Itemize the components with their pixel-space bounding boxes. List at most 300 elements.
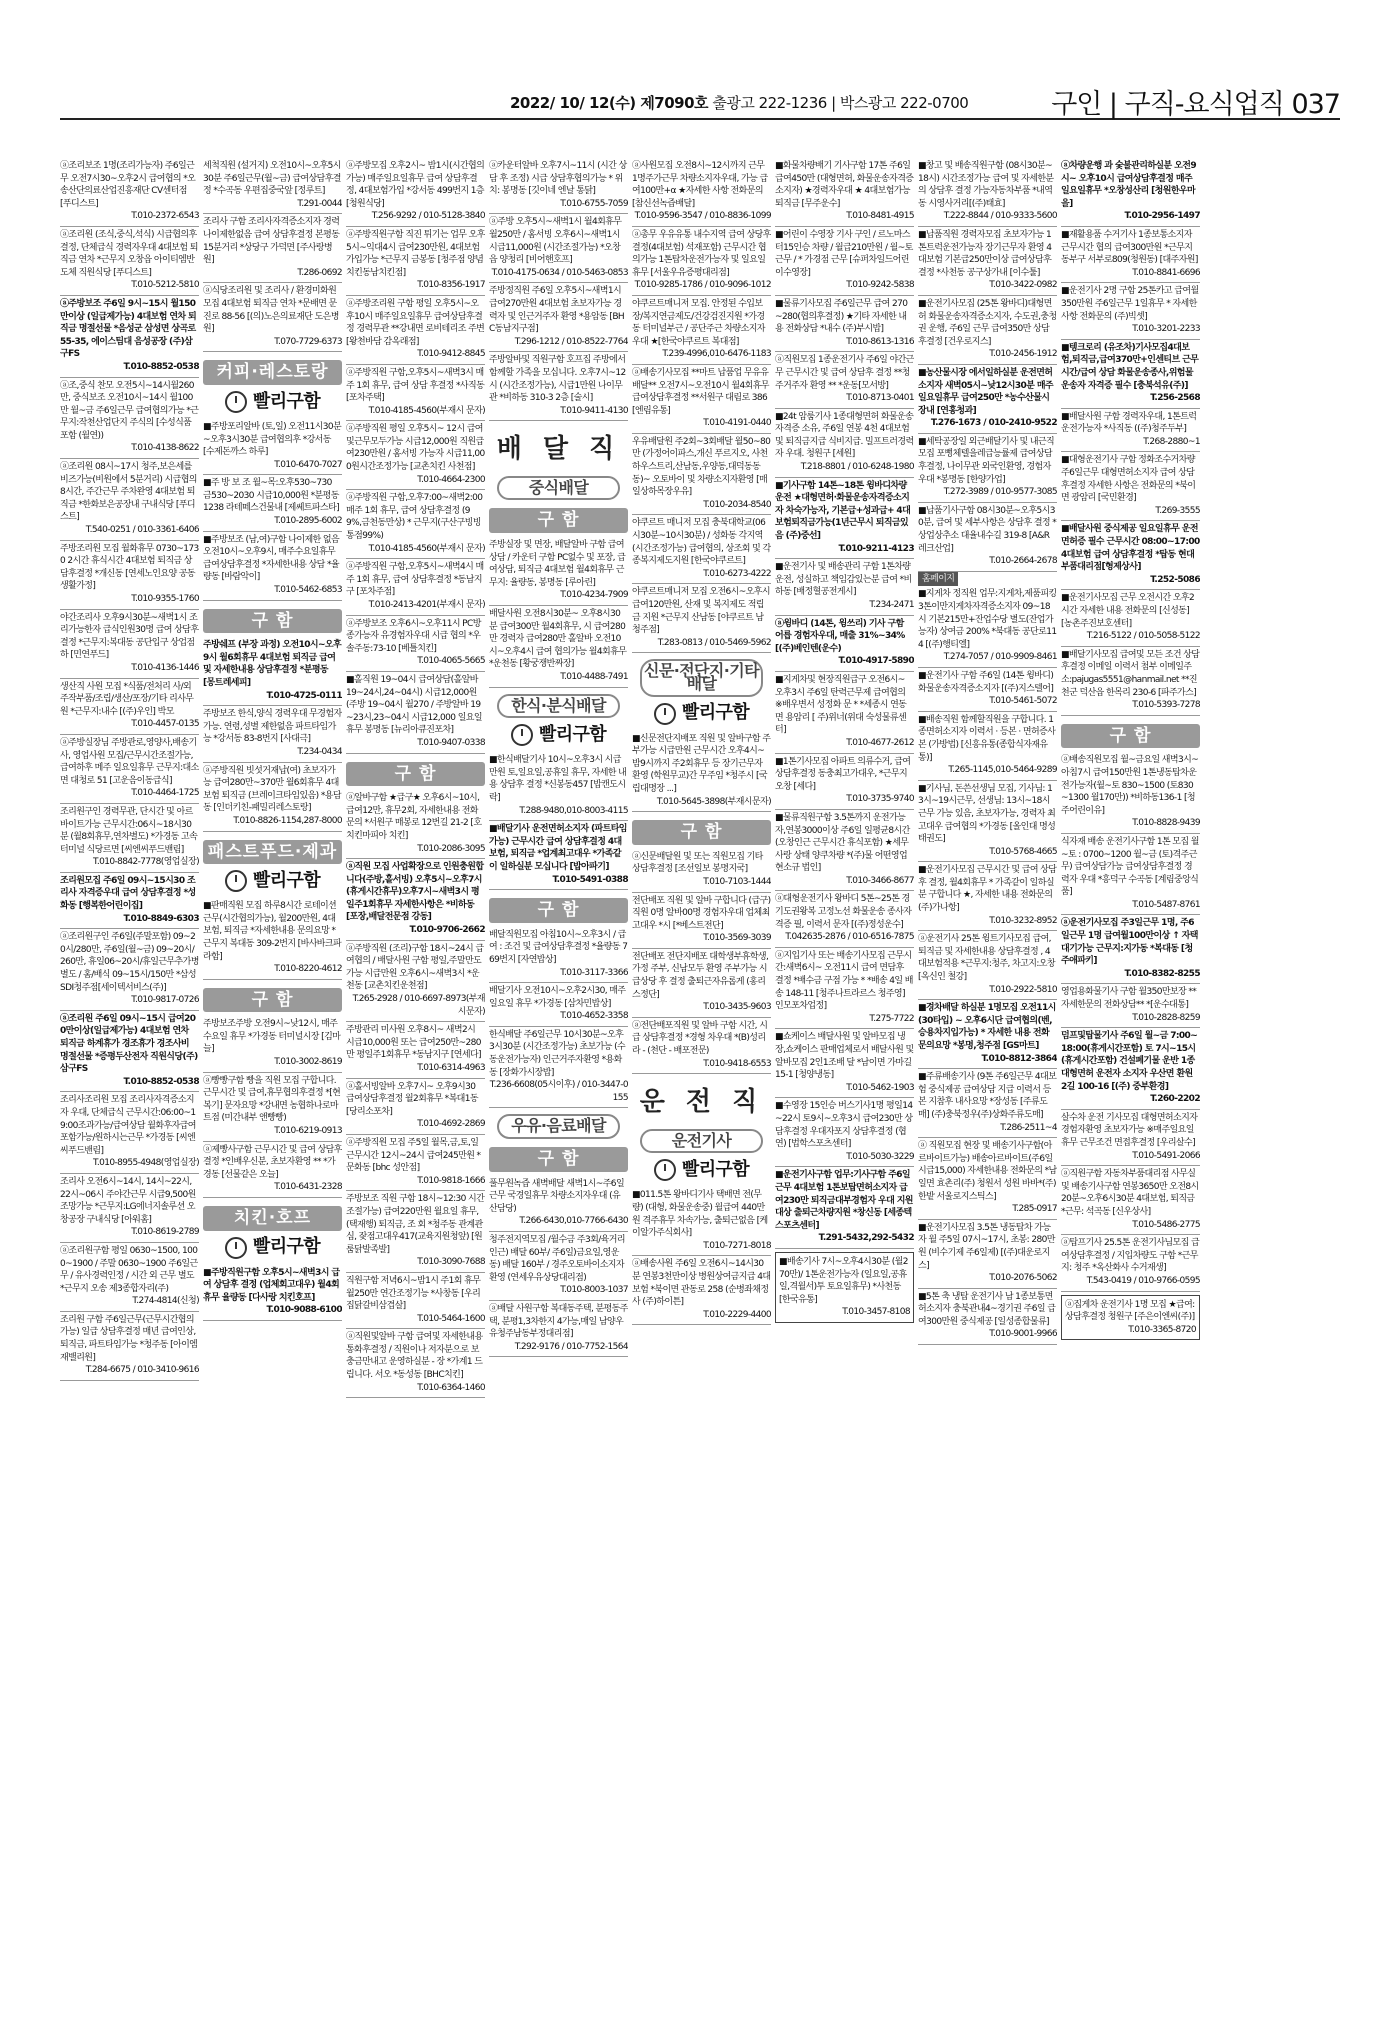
classified-ad (1061, 984, 1200, 1028)
ad-text: ⓐ조리보조 1명(조리가능자) 주6일근무 오전7시30~오후2시 급여협의 *오송산단의료산업진흥재단 CV센터점 [푸디스트] (60, 161, 196, 209)
ad-phone-number: T.216-5122 / 010-5058-5122 (1086, 631, 1200, 642)
classified-ad (632, 849, 771, 893)
ad-phone-number: T.010-2076-5062 (989, 1273, 1057, 1284)
ad-phone-number: T.010-2895-6002 (274, 516, 342, 527)
ad-phone-number: T.010-8828-9439 (1132, 818, 1200, 829)
classified-ad (203, 214, 342, 283)
classified-ad (632, 949, 771, 1018)
classified-ad (1061, 1110, 1200, 1166)
classified-ad (775, 1098, 914, 1167)
ad-text: 주방조리원 모집 월화휴무 0730~1730 2시간 휴식시간 4대보험 퇴직금 상담후결정 *개신동 [연세노인요양 공동생활가정] (60, 543, 199, 592)
classified-ad (918, 434, 1057, 503)
classified-ad (775, 478, 914, 560)
sub-section-heading: 한식·분식배달 (497, 694, 620, 719)
classified-ad (203, 1265, 342, 1321)
ad-phone-number: T.010-8852-0538 (123, 361, 199, 372)
ad-text: ⓐ조리원 주6일 09시~15시 급여200만이상(일급제가능) 4대보험 연차 퇴직금 하계휴가 경조휴가 경조사비 명절선물 *증평두산전자 직원식당(주)삼구FS (60, 1013, 198, 1075)
classified-ad (918, 296, 1057, 365)
ad-phone-number: T.296-1212 / 010-8522-7764 (514, 336, 628, 347)
clock-icon (654, 1159, 676, 1181)
ad-phone-number: T.010-5491-2066 (1132, 1150, 1200, 1161)
classified-ad (632, 1187, 771, 1256)
classified-ad (632, 227, 771, 296)
classified-ad (775, 1029, 914, 1098)
ad-phone-number: T.010-4692-2869 (417, 1119, 485, 1130)
ad-text: 조리사 오전6시~14시, 14시~22시, 22시~06시 주야간근무 시급9,500원 조망가능 *근무지:LG에너지솔루션 오창공장 구내식당 [아워홈] (60, 1176, 196, 1225)
ad-text: 주방실장 및 면장, 배달알바 구함 급여상담 / 카운터 구함 PC없수 및 포장, 급여상담, 퇴직금 4대보험 월4회휴무 근무지: 율량동, 봉명동 [루아린] (489, 540, 626, 588)
classified-ad (632, 893, 771, 949)
classified-ad (918, 781, 1057, 863)
classified-ad (489, 752, 628, 821)
classified-ad (918, 1069, 1057, 1138)
ad-text: ■운전기사 구함 주6일 (14톤 윙바디) 화물운송자격증소지자 [(주)지스텔어] (918, 670, 1054, 694)
ad-text: ⓐ탑프기사 25.5톤 운전기사님모집 급여상담후결정 / 지입차량도 구함 *근무지: 청주 *옥산화사 수거재생] (1061, 1238, 1200, 1274)
ad-text: 조리원구인 경력무관, 단시간 및 아르바이트가능 근무시간:06시~18시30분 (월8회휴무,연차별도) *가경동 고속터미널 식당르면 [씨엔씨푸드밴림] (60, 806, 198, 855)
ad-phone-number: T.010-6431-2328 (274, 1182, 342, 1193)
column-7 (918, 158, 1057, 2018)
classified-ad (489, 214, 628, 283)
ad-phone-number: T.010-2922-5810 (989, 984, 1057, 995)
homepage-tag-row (918, 572, 1057, 587)
ad-phone-number: T.010-4488-7491 (560, 672, 628, 682)
ad-phone-number: T.010-5393-7278 (1132, 700, 1200, 711)
classified-ad (203, 763, 342, 832)
ad-phone-number: T.285-0917 (1012, 1204, 1057, 1215)
classified-ad (1061, 340, 1200, 409)
ad-text: ■지게차및 현장직원급구 오전6시~ 오후3시 주6일 탄력근무제 급여협의 ※배우변서 성정화 문 * *세종시 연동면 용암리 [ 주)위너(위대 숙성물류센터] (775, 674, 907, 736)
classified-ad (60, 459, 199, 541)
classified-ad (489, 537, 628, 606)
ad-phone-number: T.265-1145,010-5464-9289 (948, 765, 1057, 776)
ad-phone-number: T.010-8619-2789 (131, 1227, 199, 1238)
ad-phone-number: T.010-3232-8952 (989, 915, 1057, 926)
ad-phone-number: T.010-9088-6100 (266, 1305, 342, 1316)
classified-ad (775, 891, 914, 947)
classified-ad (203, 419, 342, 475)
classified-ad (346, 365, 485, 421)
classified-ad (489, 821, 628, 890)
ad-text: 청주전지역모집 /월수금 주3회/육거리인근) 배달 60부/ 주6일)금요일,영운동) 배달 160부 / 경주오토바이소지자 환영 (연세우유상당대리점) (489, 1235, 625, 1283)
classified-ad (632, 365, 771, 434)
ad-phone-number: T.283-0813 / 010-5469-5962 (657, 637, 771, 648)
classified-ad (346, 1079, 485, 1135)
ad-phone-number: T.010-2956-1497 (1124, 211, 1200, 222)
ad-phone-number: T.274-4814(신청) (132, 1296, 199, 1307)
ad-text: 살수차 운전 기사모집 대형면허소지자 경험자환영 초보자가능 ※매주일요일휴무 근무조건 면접후결정 [우리살수] (1061, 1112, 1198, 1148)
ad-text: 주방정직원 주6일 오후5시~새벽1시 급여270만원 4대보험 초보자가능 경력자 및 인근거주자 환영 *용암동 [BHC동남지구점] (489, 286, 625, 335)
ad-phone-number: T.010-4917-5890 (838, 656, 914, 667)
classified-ad (775, 672, 914, 754)
ad-text: ⓐ주방실장님 주방관로,영양사,배송기사, 영업사원 모집/근무시간조절가능, 급여하후 메주 일요일휴무 근무지:대소면 대청로 51 [고운음이동급식] (60, 737, 199, 786)
classified-ad (203, 637, 342, 706)
ad-text: ⓐ대형운전기사 왕바디 5톤~25톤 경기도권왕복 고정노선 화물운송 종사자격증 필, 이력서 문자 [(주)정성운수] (775, 894, 912, 930)
ad-text: ■주방직원구함 오후5시~새벽3시 급여 상담후 결정 (업체회고대우) 월4회휴무 율량동 [다사랑 치킨호프] (203, 1267, 340, 1303)
ad-text: ■기사구함 14톤~18톤 윙바디차량운전 ★대형면허·화물운송자격증소지자 차숙가능자, 기본급+성과급+ 4대보험퇴직금가능(1년근무시 퇴직금있음 (주)중선] (775, 480, 911, 542)
classified-ad (918, 862, 1057, 931)
classified-ad (1061, 283, 1200, 339)
classified-ad (346, 941, 485, 1023)
ad-phone-number: T.010-2456-1912 (989, 349, 1057, 360)
classified-ad (775, 559, 914, 615)
ad-phone-number: T.010-4677-2612 (846, 737, 914, 748)
ad-text: 조리원모집 주6일 09시~15시30 조리사 자격증우대 급여 상담후결정 *성화동 [행복한어린이집] (60, 875, 196, 912)
classified-ad (60, 1312, 199, 1381)
ad-text: ■배달사원 중식제공 일요일휴무 운전면허증 필수 근무시간 08:00~17:00 4대보험 급여 상담후결정 *탑동 현대부품대리점[형제상사] (1061, 524, 1200, 573)
fast-hire-heading (203, 1237, 342, 1259)
ad-text: ⓐ배달 사원구함 복대동주택, 분평동주택, 분평1,3차한지 4가능,매일 남양우유청주남동부정대리점] (489, 1303, 628, 1340)
ad-text: ■주방포리알바 (토,일) 오전11시30분~오후3시30분 급여협의후 *강서동 [수제돈까스 하루] (203, 421, 342, 458)
ad-text: ■배송기사 7시~오후4시30분 (월270만)/ 1톤운전가능자 (일요일,공휴일,격월서)투 토요일휴무) *사천동 [한국유통] (779, 1256, 908, 1305)
ad-phone-number: T.292-9176 / 010-7752-1564 (514, 1341, 628, 1352)
ad-text: ⓐ주방직원 모집 주5일 월목,금,토,일 근무시간 12시~24시 급여245만원 *문화동 [bhc 성안점] (346, 1137, 481, 1174)
ad-phone-number: T.268-2880~1 (1143, 436, 1200, 447)
fast-hire-heading (632, 703, 771, 725)
classified-ad (203, 1016, 342, 1072)
ad-text: ⓐ배송사원 주6일 오전6시~14시30분 연봉3천만이상 병원상여금지급 4대보험 *북이면 관동로 258 (순병좌채정사 (주)하이튼] (632, 1259, 771, 1308)
classified-ad (1061, 915, 1200, 984)
classified-ad (60, 158, 199, 227)
ad-phone-number: T.265-2928 / 010-6697-8973(부재시문자) (352, 994, 485, 1017)
ad-text: ⓐ제빵사구함 근무시간 및 급여 상담후 결정 *인배우신분, 초보자환영 ** *가경동 [선물같은 오늘] (203, 1144, 342, 1180)
classified-ad (632, 515, 771, 584)
classified-ad (1061, 409, 1200, 453)
ad-phone-number: T.010-8613-1316 (846, 336, 914, 347)
classified-ad (632, 584, 771, 653)
ad-phone-number: T.010-6314-4963 (417, 1063, 485, 1073)
classified-ad (775, 810, 914, 892)
fast-hire-label: 빨리구함 (538, 723, 607, 745)
section-banner: 치킨·호프 (203, 1206, 342, 1231)
ad-text: ⓐ주방 오후5시~새벽1시 월4회휴무 월250만 / 홈서빙 오후6시~새벽1시 시급11,000원 (시간조절가능) *오창읍 양청리 [비어핸호프] (489, 217, 622, 266)
ad-text: ■운전기사 및 배송관리 구함 1톤차량운전, 성실하고 책임감있는분 급여 *비하동 [배정혈공전게시] (775, 562, 912, 598)
classified-ad (346, 490, 485, 559)
ad-text: ⓐ홀서빙알바 오후7시~ 오후9시30 급여상담후결정 월2회휴무 *복대1동 [당리소포차] (346, 1081, 478, 1117)
ad-text: ■창고 및 배송직원구함 (08시30분~18시) 시간조정가능 급여 및 자세한분의 상담후 결정 가능자동차부품 *내역동 시영사거리[(주)태효] (918, 161, 1054, 209)
sub-section-heading: 우유·음료배달 (497, 1114, 620, 1139)
ad-phone-number: T.010-4175-0634 / 010-5463-0853 (491, 267, 628, 278)
classified-ad (632, 731, 771, 813)
classified-ad (346, 296, 485, 365)
ad-phone-number: T.286-0692 (297, 267, 342, 278)
ad-text: ■주 방 보 조 월~목:오후530~730 금530~2030 시급10,000원 *분평동1238 라테떼스건물내 [제쎄트파스타] (203, 478, 340, 514)
classified-ad (60, 296, 199, 378)
section-banner: 패스트푸드·제과 (203, 840, 342, 865)
ad-phone-number: T.010-9817-0726 (131, 995, 199, 1006)
sub-section-heading: 운전기사 (640, 1129, 763, 1154)
classified-ad (775, 754, 914, 810)
ad-phone-number: T.010-4725-0111 (266, 690, 342, 701)
classified-ad (1061, 227, 1200, 283)
classified-ad (60, 873, 199, 929)
ad-text: ⓐ배송기사모집 **마트 납품업 무유유배달** 오전7시~오전10시 월4회휴무 급여상담후결정 **서원구 대림로 386 [엔림유통] (632, 367, 769, 416)
ad-text: ■납품기사구함 08시30분~오후5시30분, 급여 및 세부사항은 상담후 결정 *상업상추소 대율내수길 319-8 [A&R레크산업] (918, 505, 1057, 554)
ad-text: 조리사 구함 조리사자격증소지자 경력 나이제한없음 급여 상담후결정 본평동 15분거리 *상당구 가덕면 [주사랑병원] (203, 217, 340, 266)
classified-columns (60, 158, 1340, 2018)
ad-text: 전단배포 직원 및 알바 구합니다 (급구) 직원 0명 알바00명 경험자우대 업체최고대우 *시 [*베스트전단] (632, 895, 771, 931)
classified-ad (60, 610, 199, 679)
classified-ad (203, 1073, 342, 1142)
classified-ad (1061, 1235, 1200, 1291)
classified-ad (1061, 590, 1200, 646)
ad-phone-number: T.222-8844 / 010-9333-5600 (943, 211, 1057, 222)
hire-banner: 구 함 (489, 1147, 628, 1172)
ad-text: ⓐ주방보조 오후6시~오후11시 PC방종가능자 유경험자우대 시급 협의 *우솔주동:73-10 [베틀치킨] (346, 618, 481, 654)
ad-phone-number: T.010-4065-5665 (417, 656, 485, 667)
section-banner: 운 전 직 (632, 1082, 771, 1123)
ad-phone-number: T.010-3117-3366 (560, 967, 628, 978)
ad-phone-number: T.010-7103-1444 (703, 876, 771, 887)
ad-phone-number: T.010-2372-6543 (131, 211, 199, 222)
fast-hire-heading (632, 1159, 771, 1181)
classified-ad (918, 668, 1057, 712)
classified-ad (346, 1273, 485, 1329)
classified-ad (203, 898, 342, 980)
fast-hire-label: 빨리구함 (252, 390, 321, 412)
section-banner: 커피·레스토랑 (203, 360, 342, 385)
classified-ad (918, 503, 1057, 572)
classified-ad (60, 679, 199, 735)
fast-hire-label: 빨리구함 (681, 1159, 750, 1181)
ad-text: 주방알바및 직원구함 호프집 주방에서 함께할 가족을 모십니다. 오후7시~12시 (시간조정가능), 시급1만원 나이무관 *비하동 310-3 2층 [술시] (489, 355, 626, 404)
ad-phone-number: T.010-2034-8540 (703, 499, 771, 510)
fast-hire-label: 빨리구함 (681, 702, 750, 724)
classified-ad (489, 927, 628, 983)
ad-text: ⓐ식당조리원 및 조리사 / 환경미화원 모집 4대보험 퇴직금 연차 *문배면 문진로 88-56 [(의)노은의료재단 도은병원] (203, 286, 339, 335)
ad-text: 조리원 구함 주6일근무(근무시간협의가능) 일급 상담후결정 매년 급여인상, 퇴직금, 파트타임가능 *청주동 [아이엠재밸리원] (60, 1314, 198, 1363)
ad-phone-number: T.010-5212-5810 (131, 280, 199, 291)
ad-phone-number: T.010-4185-4560(부재시 문자) (368, 405, 485, 416)
classified-ad (1061, 1166, 1200, 1235)
ad-phone-number: T.010-4185-4560(부재시 문자) (368, 543, 485, 554)
ad-phone-number: T.010-8841-6696 (1132, 267, 1200, 278)
ad-text: ■세탁공장일 외근배달기사 및 내근직모집 포뻥체텔을레급능률제 급여상담후결정, 나이무관 외국인환영, 경험자우대 *봉명동 [한양가업] (918, 436, 1055, 485)
ad-text: ■쇼케이스 배달사원 및 알바모집 냉장,쇼케이스 판매업체로서 배달사원 및 알바모집 2인1조배 달 *남이면 가마길15-1 [청양냉동] (775, 1032, 914, 1081)
ad-text: ■배달사원 구함 경력자우대, 1톤트럭운전가능자 *사직동 ((주)청주두부] (1061, 411, 1197, 435)
ad-phone-number: T.010-5491-0388 (552, 874, 628, 885)
ad-phone-number: T.256-9292 / 010-5128-3840 (371, 211, 485, 222)
ad-phone-number: T.010-5768-4665 (989, 846, 1057, 857)
ad-text: ⓐ운전기사모집 주3일근무 1명, 주6일근무 1명 급여월100만이상 ↑ 자택대기가능 근무지:지가동 *복대동 [청주애파키] (1061, 918, 1198, 967)
ad-phone-number: T.010-3466-8677 (846, 875, 914, 886)
ad-text: ⓐ주방직원 평일 오후5시~ 12시 급여및근무모두가능 시급12,000원 직원급여230만원 / 홈서빙 가능자 시급11,000원시간조정가능 [교촌치킨 사천점] (346, 424, 485, 473)
ad-phone-number: T.010-5487-8761 (1132, 899, 1200, 910)
ad-text: 영업용화물기사 구함 월350만보장 **자세한문의 전화상담** *[운수대통] (1061, 987, 1197, 1011)
ad-text: ■운전기사모집 근무 오전시간 오후2시간 자세한 내용 전화문의 [신성동] [농촌주진보호센터] (1061, 593, 1195, 629)
classified-ad (632, 296, 771, 365)
section-title (1051, 82, 1340, 121)
ad-phone-number: T.010-8852-0538 (123, 1076, 199, 1087)
classified-ad (203, 1142, 342, 1198)
ad-phone-number: T.010-3090-7688 (417, 1257, 485, 1268)
ad-text: ■한식배달기사 10시~오후3시 시급만원 토,일요일,공휴일 휴무, 자세한 내용 상담후 결정 *신봉동457 [밥캔도시락] (489, 755, 627, 803)
column-5 (632, 158, 771, 2018)
sub-section-heading: 신문·전단지·기타배달 (640, 659, 763, 696)
ad-phone-number: T.010-9411-4130 (560, 405, 628, 416)
ad-text: ■5톤 축 냉탑 운전기사 남 1종보통면허소지자 충북관내4~경기권 주6일 급여300만원 중식제공 [일성종합물류] (918, 1291, 1056, 1327)
ad-text: ■대형운전기사 구함 정화조수거차량 주6일근무 대형면허소지자 급여 상담후결정 자세한 사항은 전화문의 *북이면 광암리 [국민환경] (1061, 455, 1196, 504)
ad-text: ⓐ차량운행 과 숯불관리하실분 오전9시~ 오후10시 급여상담후결정 매주일요일휴무 *오창성산리 [청원한우마을] (1061, 161, 1196, 209)
classified-ad (203, 706, 342, 762)
classified-ad (1061, 647, 1200, 716)
ad-phone-number: T.010-4136-1446 (131, 662, 199, 673)
ad-text: ■텡크로리 (유조차)기사모집4대보험,퇴직금,급여370만+인센티브 근무시간/급여 상담 화물운송종사,위험물운송자 자격증 필수 [충북석유(주)] (1061, 342, 1199, 391)
ad-text: 야간조리사 오후9시30분~새벽1시 조리가능한자 급식인원30명 급여 상담후 결정 *근무지:복대동 공단입구 상업점하 [민연푸드] (60, 612, 199, 661)
issue-date: 2022/ 10/ 12(수) 제7090호 (510, 94, 709, 112)
ad-phone-number: T.010-5462-6853 (274, 585, 342, 596)
classified-ad (489, 158, 628, 214)
classified-ad (346, 158, 485, 227)
ad-phone-number: T.010-4664-2300 (417, 474, 485, 485)
ad-text: ⓐ주방조리원 구함 평일 오후5시~오후10시 매주일요일휴무 급여상담후결정 경력무관 **강내면 로비테리조 주변 [왕천바담 감옥래점] (346, 298, 485, 347)
ad-text: ■주류배송기사 (9톤 주6일근무 4대보험 중식제공 급여상담 지급 이력서 등본 지참후 내사요망 *장성동 [주류도매] (주)충북정우(주)상화주류도매] (918, 1072, 1057, 1120)
ad-text: ■운전기사모집 (25톤 왕바디)대형면허 화물운송자격증소지자, 수도권,충청권 운행, 주6일 근무 급여350만 상담후결정 [건우로지스] (918, 298, 1057, 347)
ad-phone-number: T.010-4464-1725 (131, 788, 199, 799)
hire-banner: 구 함 (489, 508, 628, 533)
ad-text: ⓐ집게차 운전기사 1명 모집 ★급여:상담후결정 청원구 [주은이엔씨(주)] (1065, 1299, 1195, 1323)
ad-phone-number: T.010-3002-8619 (274, 1057, 342, 1068)
ad-phone-number: T.543-0419 / 010-9766-0595 (1086, 1275, 1200, 1286)
ad-phone-number: T.010-5462-1903 (846, 1082, 914, 1093)
ad-text: 식자재 배송 운전기사구함 1톤 모집 월~토 : 0700~1200 월~금 (토)격주근무) 급여상담가능 급여상담후결정 경력자 우대 *흥덕구 수곡동 [계림중앙식품] (1061, 836, 1199, 898)
ad-phone-number: T.218-8801 / 010-6248-1980 (800, 462, 914, 473)
ad-phone-number: T.010-2086-3095 (417, 843, 485, 854)
ad-phone-number: T.010-9285-1786 / 010-9096-1012 (634, 280, 771, 291)
ad-phone-number: T.010-4191-0440 (703, 418, 771, 429)
classified-ad (203, 475, 342, 531)
ad-text: ⓐ조리원 08시~17시 청주,보은세를비즈가능(비원에서 5분거리) 시급협의 8시간, 주간근무 주차완영 4대보험 퇴직금 *한화보은공장내 구내식당 [푸디스트] (60, 462, 197, 523)
ad-text: ■신문전단지배포 직원 및 알바구함 주부가능 시급만원 근무시간 오후4시~밤9시까지 주2회휴무 등 장기근무자 환영 (학원무교)간 무주임 *청주시 [국립대명장 ...] (632, 733, 771, 794)
classified-ad (60, 1092, 199, 1174)
classified-ad (489, 606, 628, 688)
ad-text: ■배달기사 운전면허소지자 (파트타임가능) 근무시간 급여 상담후결정 4대보험, 퇴직금 *업계최고대우 *가족같이 일하실분 모십니다 [밥아파기] (489, 824, 627, 872)
column-1 (60, 158, 199, 2018)
classified-ad (918, 158, 1057, 227)
ad-text: ■24t 암룸기사 1종대형면허 화물운송자격증 소유, 주6일 연봉 4천 4대보험 및 퇴직금지급 식비지급. 밀프트러경력자 우대. 청원구 [세원] (775, 411, 914, 460)
classified-ad (632, 158, 771, 227)
classified-ad (203, 158, 342, 214)
ad-phone-number: T.260-2202 (1150, 1094, 1200, 1105)
ad-phone-number: T.010-5645-3898(부재시문자) (656, 796, 771, 807)
classified-ad (60, 735, 199, 804)
classified-ad (918, 712, 1057, 781)
classified-ad (1061, 834, 1200, 916)
ad-phone-number: T.010-2413-4201(부재시 문자) (368, 600, 485, 610)
ad-text: 주방보조주방 오전9시~낮12시, 매주 수요일 휴무 *가경동 터미널시장 [김마늘] (203, 1019, 341, 1055)
ad-phone-number: T.010-6470-7027 (274, 459, 342, 470)
ad-text: 풀무원녹즙 새벽배달 새벽1시~주6일근무 국경일휴무 차량소지자우대 (유산담당) (489, 1178, 625, 1214)
classified-ad (489, 1301, 628, 1357)
ad-phone-number: T.010-5030-3229 (846, 1151, 914, 1162)
ad-text: ⓐ알바구함 ★급구★ 오후6시~10시, 급여12만, 휴무2회, 자세한내용 전화문의 *서원구 매봉로 12번길 21-2 [호치킨마피아 치킨] (346, 793, 482, 841)
ad-text: ⓐ주방직원 구함,오후5시~새벽3시 매주 1회 휴무, 급여 상담 후결정 *사직동 [포차주택] (346, 367, 485, 404)
classified-ad (489, 283, 628, 352)
ad-phone-number: T.010-6364-1460 (417, 1382, 485, 1393)
ad-text: ■물류직원구함 3.5톤까지 운전가능자,연봉3000이상 주6일 일평균8시간 (오창인근 근무시간 휴식포함) ★세무사랑 상태 양쿠차량 *(주)물 어떤영업현소규 법인] (775, 812, 910, 874)
classified-ad (1061, 452, 1200, 521)
ad-text: ⓐ주방직원 (조리)구함 18시~24시 급여협의 / 배달사원 구함 평일,주말만도 가능 시급만원 오후6시~새벽3시 *운천동 [교촌치킨운천점] (346, 943, 484, 992)
classified-ad (60, 378, 199, 460)
ad-phone-number: T.010-2664-2678 (989, 556, 1057, 567)
ad-phone-number: T.010-2828-8259 (1132, 1012, 1200, 1023)
ad-phone-number: T.234-0434 (297, 746, 342, 757)
classified-ad (203, 532, 342, 601)
ad-phone-number: T.010-6219-0913 (274, 1126, 342, 1137)
ad-text: 우유배달원 주2회~3회배달 월50~80만 (가정어이파스,개신 푸르지오, 사천 하우스트리,산남동,우양동,대덕동동동)~ 오토바이 및 차량소지자환영 [매일상하목장우유] (632, 436, 771, 498)
ad-phone-number: T.010-5461-5072 (989, 696, 1057, 707)
ad-phone-number: T.010-8356-1917 (417, 280, 485, 291)
classified-ad (346, 672, 485, 754)
ad-text: 배달직원모집 아침10시~오후3시 / 급여 : 조건 및 급여상담후결정 *율량동 769번지 [자연밥상] (489, 929, 628, 965)
classified-ad (489, 1176, 628, 1232)
ad-text: ⓐ운전기사 25톤 윙트기사모집 급여,퇴직금 및 자세한내용 상담후결정 , 4대보험적용 *근무지:청주, 차고지:오창 [옥신인 철강] (918, 934, 1055, 983)
ad-text: ⓐ신문배달원 및 또는 직원모집 기타 상담후결정 [조선일보 봉명지국] (632, 851, 763, 875)
classified-ad (60, 541, 199, 610)
hire-banner: 구 함 (632, 820, 771, 845)
ad-text: ■농산물시장 에서일하실분 운전면허소지자 새벽05시~낮12시30분 매주일요일휴무 급여250만 *농수산물시장내 [연홍청과] (918, 367, 1054, 416)
ad-phone-number: T.010-9412-8845 (417, 349, 485, 360)
classified-ad (346, 1022, 485, 1078)
classified-ad (60, 227, 199, 296)
classified-ad (489, 983, 628, 1027)
ad-text: ⓐ윙바디 (14톤, 윙쓰리) 기사 구함 어릅 경험자우대, 매출 31%~34% [(주)베인텐(운수) (775, 618, 905, 654)
ad-phone-number: T.010-8481-4915 (846, 211, 914, 222)
ad-phone-number: T.010-3201-2233 (1132, 324, 1200, 335)
classified-ad (775, 948, 914, 1030)
fast-hire-heading (203, 870, 342, 892)
classified-ad (775, 352, 914, 408)
ad-phone-number: T.010-9818-1666 (417, 1175, 485, 1186)
classified-ad (1061, 1028, 1200, 1110)
ad-text: 야쿠르트매니저 모집 오전6시~오후시 급여120만원, 산재 및 복지제도 적립금 지원 *근무지 산남동 [야쿠르트 남청주점] (632, 587, 770, 636)
ad-phone-number: T.284-6675 / 010-3410-9616 (85, 1365, 199, 1376)
ad-text: ⓐ사원모집 오전8시~12시까지 근무 1명주가근무 차량소지자우대, 가능 급여100만+α ★자세한 사항 전화문의 [참신선녹즙배달] (632, 161, 768, 209)
ad-text: ⓐ주방보조 주6일 9시~15시 월150만이상 (일급제가능) 4대보험 연차 퇴직금 명절선물 *음성군 삼성면 상곡로 55-35, 에이스팀대 음성공장 (주)삼구FS (60, 298, 197, 360)
ad-phone-number: T.234-2471 (869, 600, 914, 610)
ad-phone-number: T.275-7722 (869, 1013, 914, 1024)
hire-banner: 구 함 (489, 898, 628, 923)
ad-phone-number: T.010-8955-4948(영업실장) (93, 1158, 199, 1169)
classified-ad (775, 227, 914, 296)
classified-ad (203, 283, 342, 352)
ad-phone-number: T.042635-2876 / 010-6516-7875 (785, 932, 914, 943)
ad-text: 생산직 사원 모집 *식품/전처리 사/외주작부품/조립/생산/포장/기타 리사무원 *근무지:내수 [(주)우인] 박모 (60, 681, 194, 717)
ad-text: ⓐ카운터알바 오후7시~11시 (시간 상담 후 조정) 시급 상담후협의가능 * 위치: 봉명동 [깃이네 엔날 통닭] (489, 161, 627, 197)
hire-banner: 구 함 (1061, 724, 1200, 749)
ad-text: ⓐ주방직원 구함,오후7:00~새벽2:00 매주 1회 휴무, 급여 상담후결정 (99%,금천동만상) * 근무지(구산구빙빙통점99%) (346, 493, 483, 542)
fast-hire-label: 빨리구함 (252, 869, 321, 891)
ad-text: ⓐ직원구함 자동차부품대리점 사무실 및 배송기사구함 연봉3650만 오전8시20분~오후6시30분 4대보험, 퇴직금 *근무: 석곡동 [신우상사] (1061, 1169, 1199, 1217)
ad-phone-number: T.010-4457-0135 (131, 719, 199, 730)
ad-phone-number: T.010-3569-3039 (703, 933, 771, 944)
classified-ad (346, 1329, 485, 1398)
fast-hire-heading (489, 724, 628, 746)
ad-text: ■운전기사모집 근무시간 및 급여 상담후 결정, 월4회휴무 * 가족같이 일하실분 구합니다 ★, 자세한 내용 전화문의 (주)가나항] (918, 865, 1057, 914)
ad-phone-number: T.272-3989 / 010-9577-3085 (943, 487, 1057, 498)
ad-phone-number: T.010-9001-9966 (989, 1329, 1057, 1340)
ad-phone-number: T.010-3735-9740 (846, 794, 914, 805)
ad-text: ⓐ전단배포직원 및 알바 구함 시간, 시급 상담후결정 *경형 차우대 *(B)성리라 - (천단 - 배포전문) (632, 1020, 768, 1057)
classified-ad (346, 559, 485, 615)
ad-text: ■화물차량배기 기사구함 17톤 주6일 급여450만 (대형면허, 화물운송자격증소지자) ★경력자우대 ★ 4대보험가능 퇴직금 [무주운수] (775, 161, 914, 209)
hire-banner: 구 함 (203, 609, 342, 634)
ad-phone-number: T.239-4996,010-6476-1183 (662, 349, 771, 360)
ad-phone-number: T.010-9706-2662 (409, 925, 485, 936)
page-number: 037 (1291, 89, 1340, 120)
page-header (60, 82, 1340, 120)
classified-ad (632, 1018, 771, 1074)
ad-phone-number: T.010-8713-0401 (846, 393, 914, 404)
ad-text: 야쿠르트매니저 모집. 안정된 수입보장/복지연금제도/건강검진지원 *가경동 터미널부근 / 공단주근 차량소지자 우대 ★[한국야쿠르트 복대점] (632, 298, 765, 347)
